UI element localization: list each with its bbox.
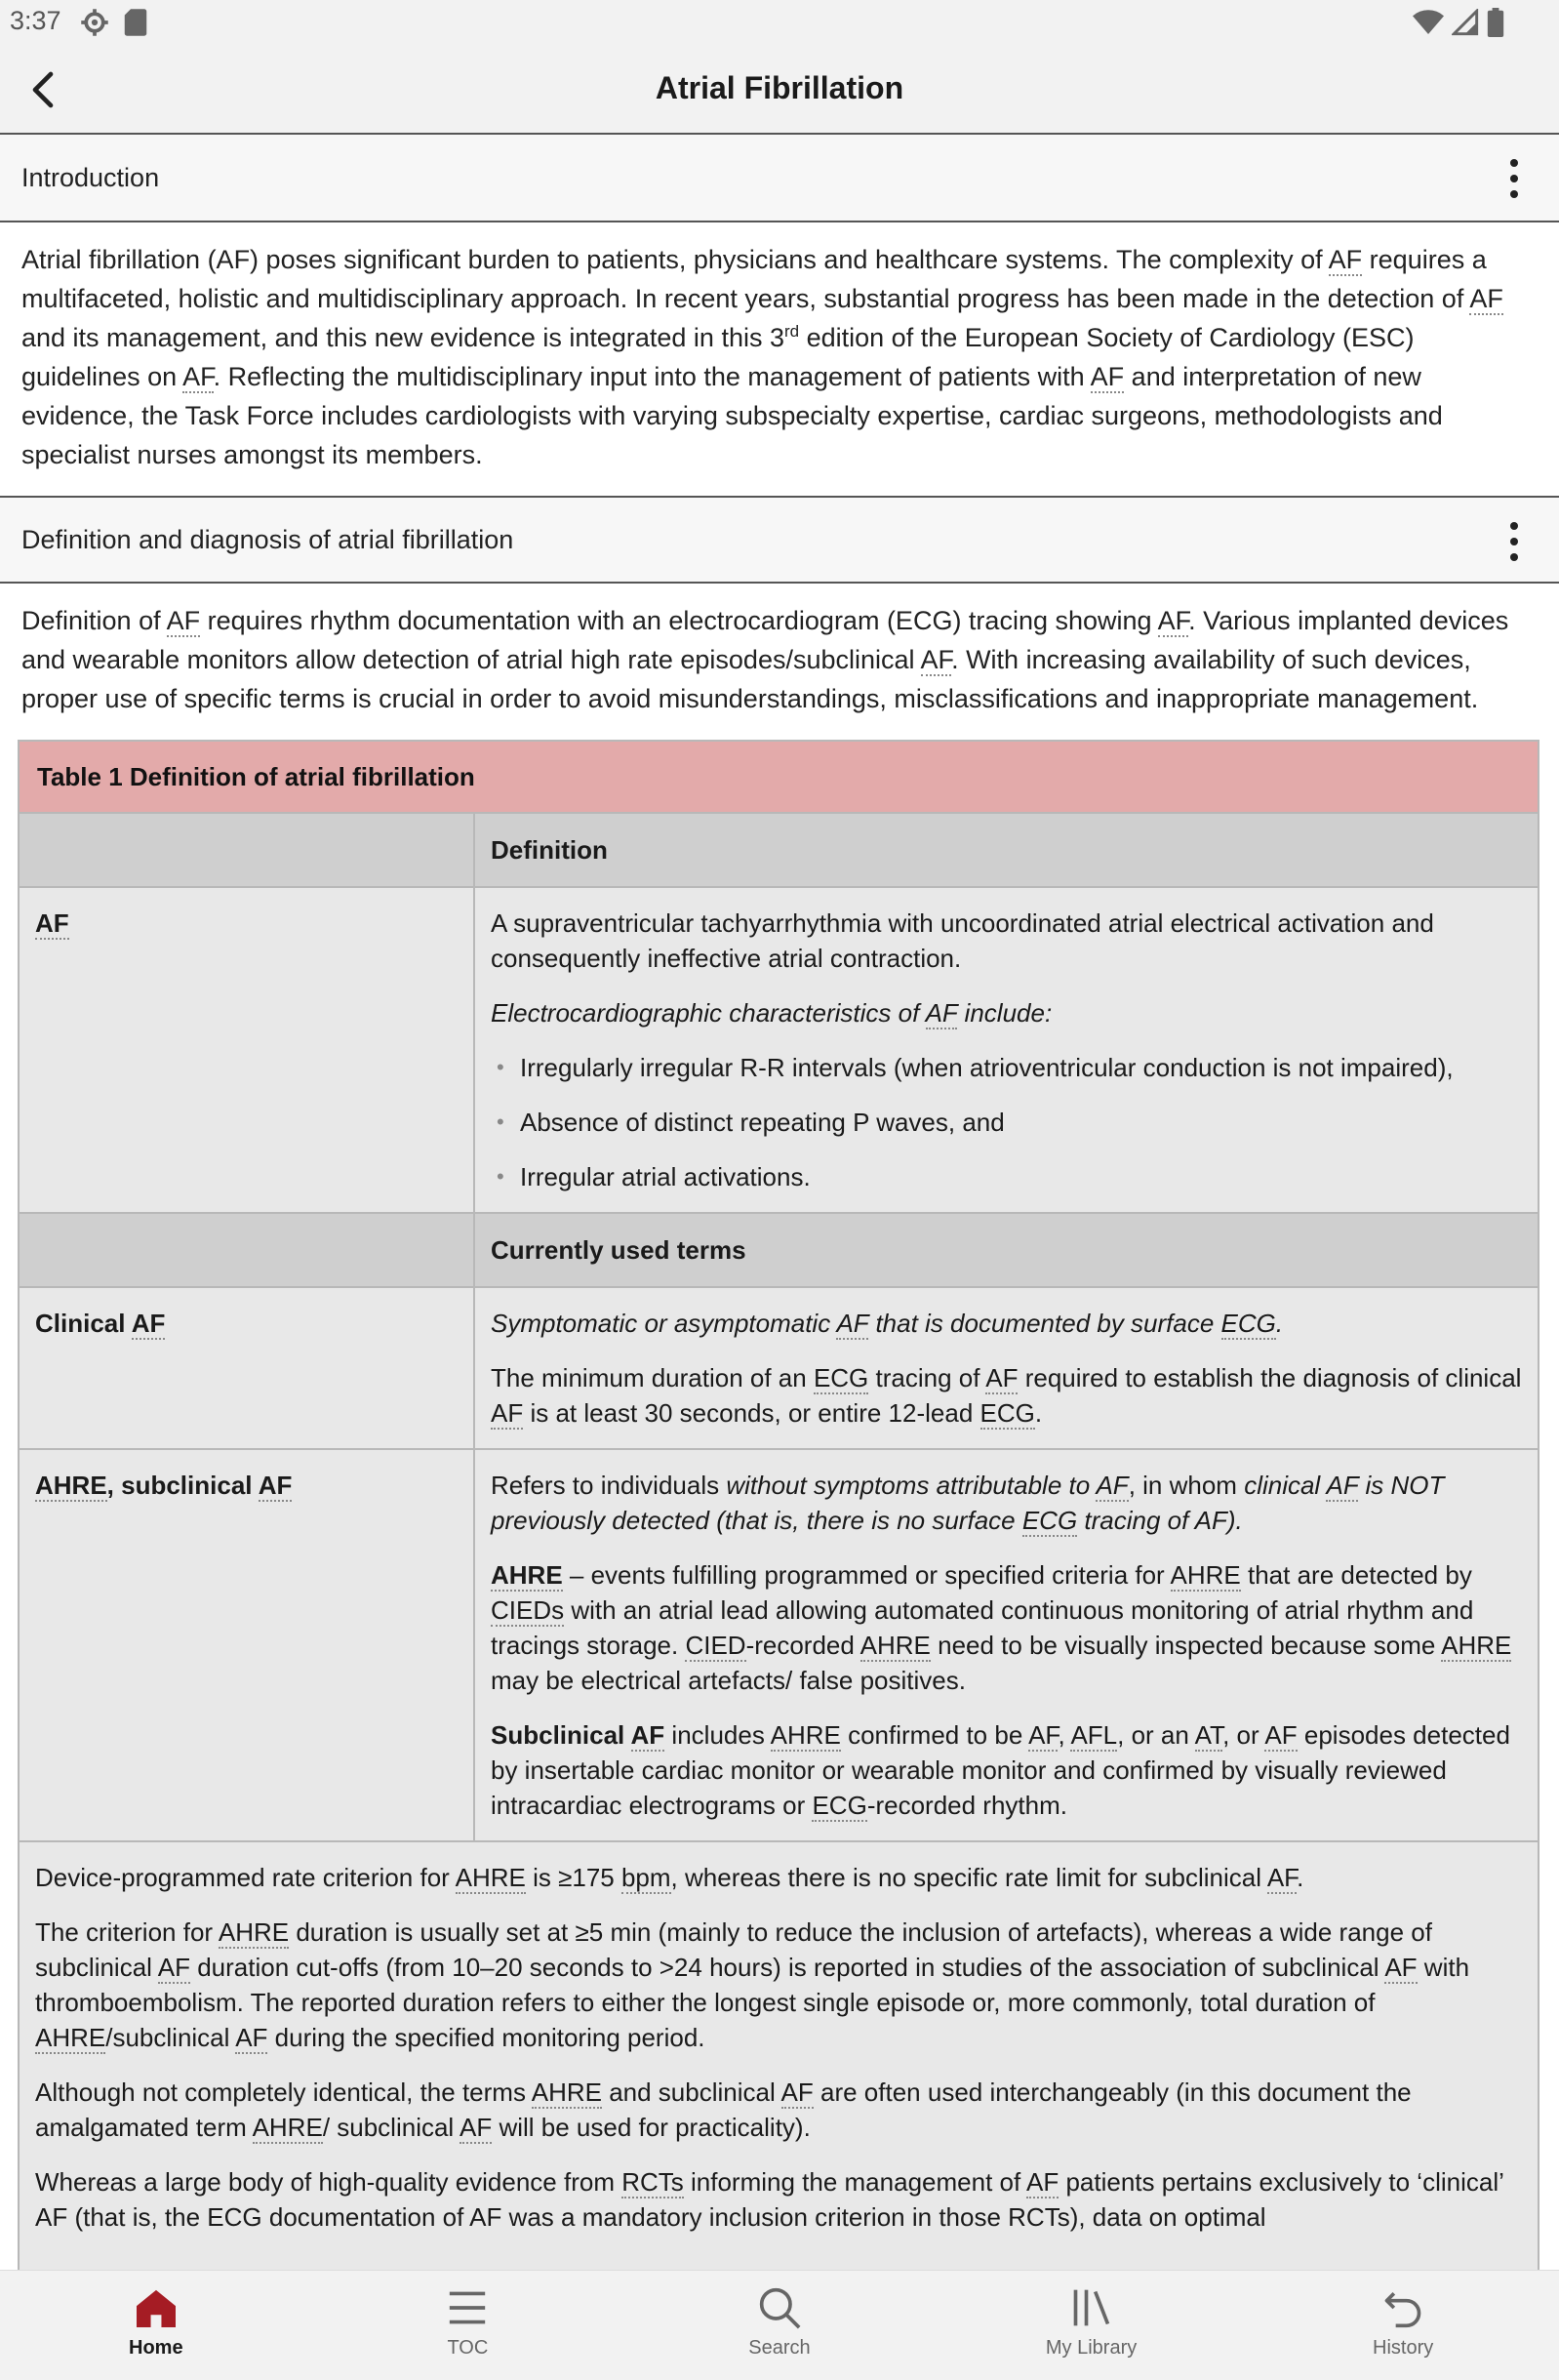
abbr-link[interactable]: bpm (620, 1863, 671, 1892)
abbr-link[interactable]: AHRE (770, 1720, 841, 1750)
abbr-link[interactable]: AHRE (455, 1863, 526, 1892)
clinical-af-p1: Symptomatic or asymptomatic AF that is documented by surface ECG. (491, 1309, 1284, 1338)
abbr-link[interactable]: ECG (979, 1398, 1035, 1428)
abbr-link[interactable]: AF (258, 1471, 293, 1500)
signal-icon (1452, 9, 1479, 36)
app-bar (0, 45, 1559, 135)
abbr-link[interactable]: ECG (1021, 1506, 1078, 1535)
status-left-icons (80, 8, 148, 37)
abbr-link[interactable]: AF (836, 1309, 869, 1338)
definition-table (18, 740, 1539, 2270)
row-content-ahre (475, 1450, 1538, 1840)
table-header-empty (20, 814, 475, 886)
table-footnotes (20, 1842, 1538, 2270)
page-title: Atrial Fibrillation (655, 70, 904, 105)
table-header-definition: Definition (475, 814, 1538, 886)
sd-card-icon (123, 8, 148, 37)
abbr-link[interactable]: AF (35, 908, 69, 938)
abbr-link[interactable]: AHRE (531, 2077, 602, 2107)
table-row-clinical-af (20, 1288, 1538, 1450)
list-item: • Irregularly irregular R-R intervals (when atrioventricular conduction is not impaired), (491, 1050, 1522, 1085)
abbr-link[interactable]: AF (1326, 1471, 1359, 1500)
abbr-link[interactable]: AHRE (35, 2023, 106, 2052)
settings-icon (80, 8, 109, 37)
wifi-icon (1413, 9, 1444, 36)
abbr-link[interactable]: AF (460, 2113, 493, 2142)
ahre-p3: Subclinical AF includes AHRE confirmed to be AF, AFL, or an AT, or AF episodes detected by insertable cardiac monitor or wearable monitor and confirmed by visually reviewed intracardiac electrograms or ECG-recorded rhythm. (491, 1720, 1510, 1820)
abbr-link[interactable]: AF (166, 606, 201, 635)
row-label-af (20, 888, 475, 1212)
status-time: 3:37 (10, 6, 61, 35)
row-label-ahre: AHRE, subclinical AF (20, 1450, 475, 1840)
abbr-link[interactable]: AHRE (1441, 1631, 1512, 1660)
abbr-link[interactable]: AHRE (35, 1471, 107, 1500)
abbr-link[interactable]: AF (1157, 606, 1189, 635)
abbr-link[interactable]: AHRE (491, 1560, 563, 1590)
section-header-definition[interactable] (0, 496, 1559, 584)
nav-label: Search (748, 2337, 811, 2359)
nav-label: Home (129, 2337, 183, 2359)
status-bar (0, 0, 1559, 45)
abbr-link[interactable]: AF (1028, 1720, 1059, 1750)
abbr-link[interactable]: AHRE (252, 2113, 323, 2142)
table-caption: Table 1 Definition of atrial fibrillation (20, 742, 1538, 814)
nav-my-library[interactable] (936, 2271, 1248, 2380)
abbr-link[interactable]: AF (1096, 1471, 1129, 1500)
nav-toc[interactable] (312, 2271, 624, 2380)
abbr-link[interactable]: AF (630, 1720, 665, 1750)
abbr-link[interactable]: AF (985, 1363, 1019, 1392)
af-ecg-list (491, 1050, 1522, 1194)
abbr-link[interactable]: AHRE (1170, 1560, 1241, 1590)
abbr-link[interactable]: AF (1328, 245, 1363, 274)
battery-icon (1487, 8, 1504, 37)
abbr-link[interactable]: CIEDs (491, 1595, 565, 1625)
abbr-link[interactable]: ECG (813, 1363, 869, 1392)
abbr-link[interactable]: AF (780, 2077, 814, 2107)
more-options-button[interactable] (1495, 154, 1534, 203)
nav-history[interactable] (1247, 2271, 1559, 2380)
abbr-link[interactable]: AHRE (218, 1917, 290, 1947)
abbr-link[interactable]: AF (925, 998, 958, 1028)
table-row-af (20, 888, 1538, 1214)
list-item: • Irregular atrial activations. (491, 1159, 1522, 1194)
history-icon (1379, 2284, 1426, 2331)
library-icon (1068, 2284, 1115, 2331)
abbr-link[interactable]: AT (1194, 1720, 1223, 1750)
abbr-link[interactable]: AF (1025, 2167, 1059, 2197)
table-row-ahre (20, 1450, 1538, 1842)
ahre-p2: AHRE – events fulfilling programmed or specified criteria for AHRE that are detected by CIEDs with an atrial lead allowing automated continuous monitoring of atrial rhythm and tracings storage. CIED-recorded AHRE need to be visually inspected because some AHRE may be electrical artefacts/ false positives. (491, 1560, 1512, 1695)
footnote-4: Whereas a large body of high-quality evidence from RCTs informing the management of AF patients pertains exclusively to ‘clinical’ AF (that is, the ECG documentation of AF was a mandatory inclusion criterion in those RCTs), data on optimal (35, 2167, 1503, 2232)
abbr-link[interactable]: ECG (1220, 1309, 1276, 1338)
abbr-link[interactable]: AF (182, 362, 214, 391)
search-icon (756, 2284, 803, 2331)
abbr-link[interactable]: RCTs (621, 2167, 684, 2197)
af-definition-text: A supraventricular tachyarrhythmia with uncoordinated atrial electrical activation and consequently ineffective atrial contraction. (491, 908, 1434, 973)
status-right-icons (1413, 8, 1504, 37)
table-subheader-row (20, 1214, 1538, 1288)
abbr-link[interactable]: AF (920, 645, 952, 674)
home-icon (133, 2284, 180, 2331)
abbr-link[interactable]: ECG (812, 1791, 867, 1820)
definition-paragraph: Definition of AF requires rhythm documentation with an electrocardiogram (ECG) tracing showing AF. Various implanted devices and wearable monitors allow detection of atrial high rate episodes/subclinical AF. With increasing availability of such devices, proper use of specific terms is crucial in order to avoid misunderstandings, misclassifications and inappropriate management. (21, 606, 1509, 713)
table-subheader-terms: Currently used terms (475, 1214, 1538, 1286)
footnote-3: Although not completely identical, the terms AHRE and subclinical AF are often used interchangeably (in this document the amalgamated term AHRE/ subclinical AF will be used for practicality). (35, 2077, 1412, 2142)
list-item: • Absence of distinct repeating P waves, and (491, 1105, 1522, 1140)
nav-home[interactable] (0, 2271, 312, 2380)
bottom-navigation (0, 2270, 1559, 2380)
abbr-link[interactable]: AF (1469, 284, 1503, 313)
list-icon (444, 2284, 491, 2331)
nav-label: My Library (1045, 2337, 1138, 2359)
abbr-link[interactable]: AF (1266, 1863, 1298, 1892)
abbr-link[interactable]: AF (491, 1398, 524, 1428)
abbr-link[interactable]: AFL (1070, 1720, 1118, 1750)
abbr-link[interactable]: AF (1264, 1720, 1298, 1750)
row-content-clinical-af (475, 1288, 1538, 1448)
nav-search[interactable] (623, 2271, 936, 2380)
abbr-link[interactable]: AF (1384, 1953, 1418, 1982)
content-scroll-area[interactable] (0, 135, 1559, 2270)
abbr-link[interactable]: AF (157, 1953, 190, 1982)
section-header-introduction[interactable] (0, 135, 1559, 222)
section-title: Introduction (21, 162, 160, 192)
abbr-link[interactable]: AF (1090, 362, 1125, 391)
section-title: Definition and diagnosis of atrial fibrillation (21, 524, 514, 554)
clinical-af-p2: The minimum duration of an ECG tracing of AF required to establish the diagnosis of clinical AF is at least 30 seconds, or entire 12-lead ECG. (491, 1363, 1522, 1428)
abbr-link[interactable]: AF (131, 1309, 166, 1338)
row-label-clinical-af: Clinical AF (20, 1288, 475, 1448)
abbr-link[interactable]: AF (235, 2023, 268, 2052)
nav-label: History (1373, 2337, 1434, 2359)
af-ecg-intro: Electrocardiographic characteristics of AF include: (491, 998, 1053, 1028)
abbr-link[interactable]: CIED (685, 1631, 746, 1660)
table-subheader-empty (20, 1214, 475, 1286)
row-content-af (475, 888, 1538, 1212)
more-options-button[interactable] (1495, 517, 1534, 566)
footnote-2: The criterion for AHRE duration is usually set at ≥5 min (mainly to reduce the inclusion of artefacts), whereas a wide range of subclinical AF duration cut-offs (from 10–20 seconds to >24 hours) is reported in studies of the association of subclinical AF with thromboembolism. The reported duration refers to either the longest single episode or, more commonly, total duration of AHRE/subclinical AF during the specified monitoring period. (35, 1917, 1470, 2052)
ahre-p1: Refers to individuals without symptoms attributable to AF, in whom clinical AF is NOT previously detected (that is, there is no surface ECG tracing of AF). (491, 1471, 1445, 1535)
introduction-paragraph: Atrial fibrillation (AF) poses significant burden to patients, physicians and healthcare systems. The complexity of AF requires a multifaceted, holistic and multidisciplinary approach. In recent years, substantial progress has been made in the detection of AF and its management, and this new evidence is integrated in this 3rd edition of the European Society of Cardiology (ESC) guidelines on AF. Reflecting the multidisciplinary input into the management of patients with AF and interpretation of new evidence, the Task Force includes cardiologists with varying subspecialty expertise, cardiac surgeons, methodologists and specialist nurses amongst its members. (21, 245, 1503, 469)
footnote-1: Device-programmed rate criterion for AHRE is ≥175 bpm, whereas there is no specific rate limit for subclinical AF. (35, 1863, 1304, 1892)
table-header-row (20, 814, 1538, 888)
nav-label: TOC (447, 2337, 489, 2359)
abbr-link[interactable]: AHRE (859, 1631, 931, 1660)
